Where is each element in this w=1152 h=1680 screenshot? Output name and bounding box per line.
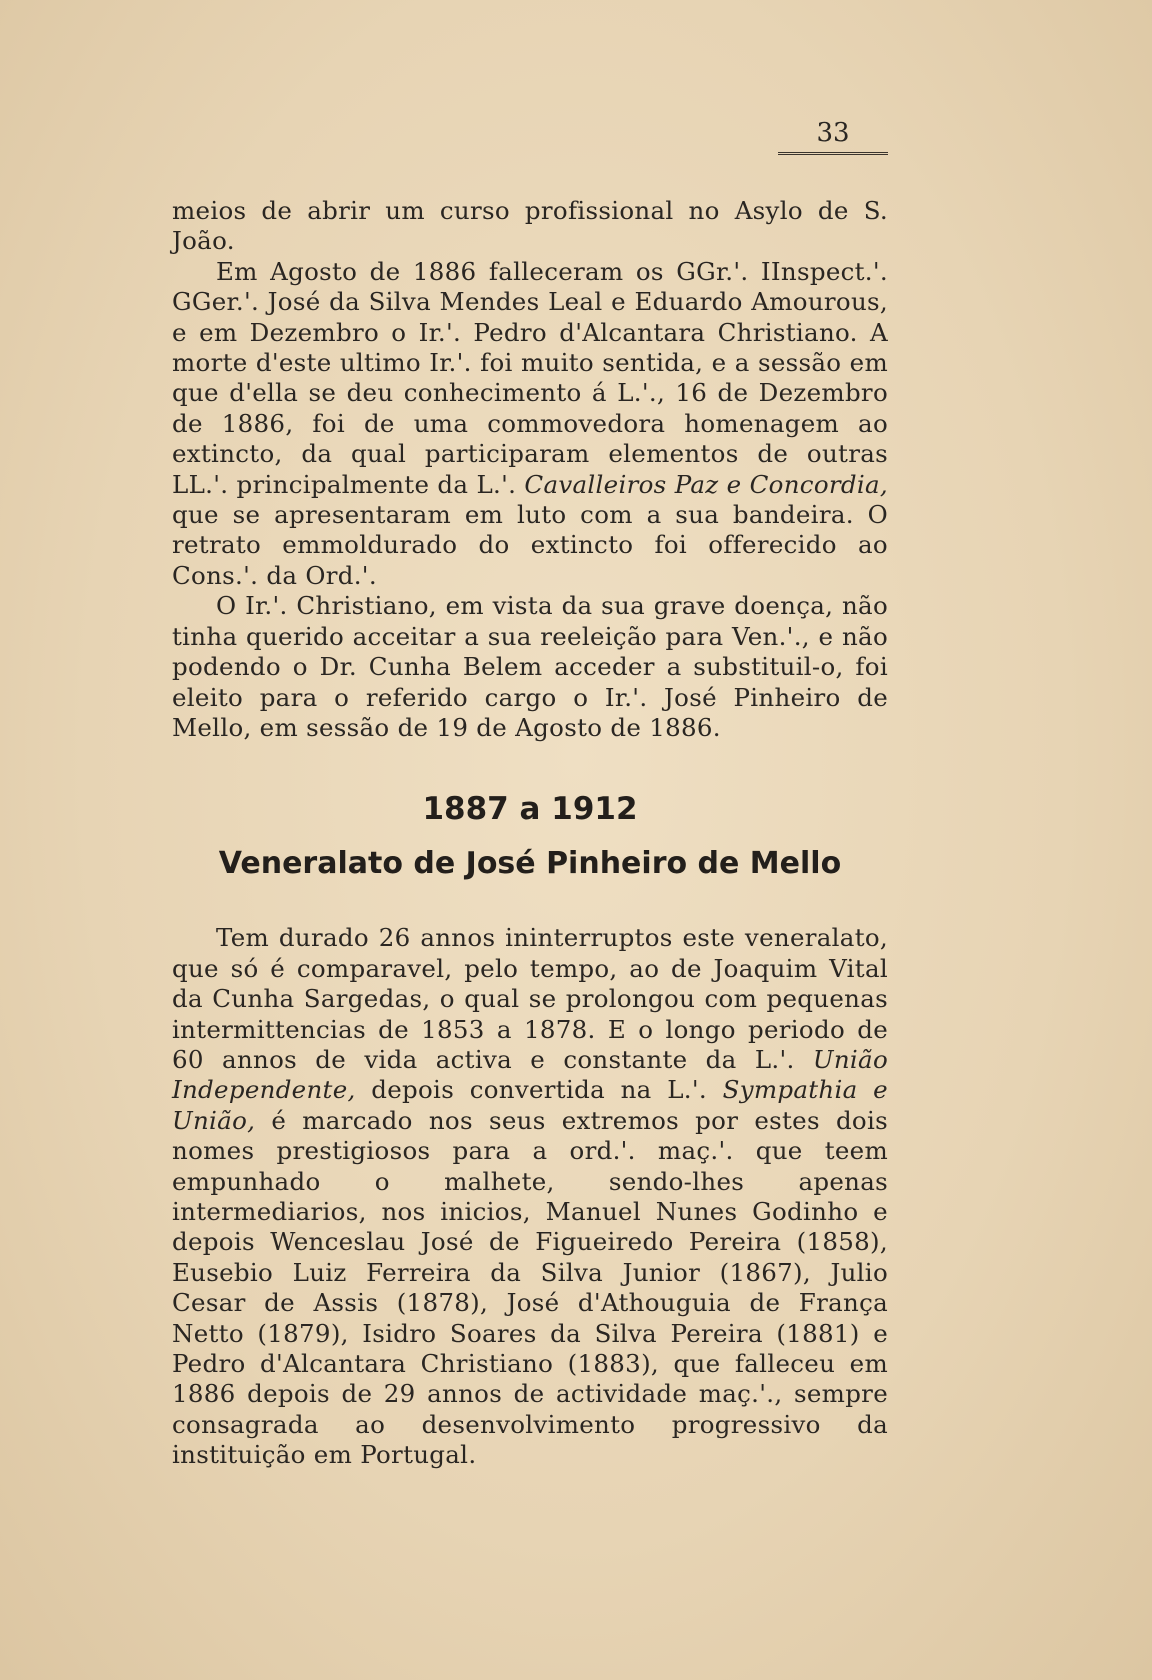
text-column: [172, 196, 888, 1471]
paragraph-1: [172, 196, 888, 257]
paragraph-text: meios de abrir um curso profissional no Asylo de S. João.: [172, 196, 888, 256]
paragraph-text: Em Agosto de 1886 falleceram os GGr.'. IInspect.'. GGer.'. José da Silva Mendes Leal e Eduardo Amourous, e em Dezembro o Ir.'. Pedro d'Alcantara Christiano. A morte d'este ultimo Ir.'. foi muito sentida, e a sessão em que d'ella se deu conhecimento á L.'., 16 de Dezembro de 1886, foi de uma commovedora homenagem ao extincto, da qual participaram elementos de outras LL.'. principalmente da L.'.: [172, 256, 888, 499]
paragraph-4: [172, 923, 888, 1470]
lodge-name-italic: União Independente,: [172, 1044, 888, 1105]
lodge-name-italic: Cavalleiros Paz e Concordia,: [524, 469, 888, 499]
section-title-heading: Veneralato de José Pinheiro de Mello: [218, 846, 842, 882]
paragraph-2: [172, 257, 888, 591]
paragraph-text: Tem durado 26 annos ininterruptos este veneralato, que só é comparavel, pelo tempo, ao de Joaquim Vital da Cunha Sargedas, o qual se prolongou com pequenas intermittencias de 1853 a 1878. E o longo periodo de 60 annos de vida activa e constante da L.'.: [172, 923, 888, 1074]
paragraph-text: depois convertida na L.'.: [355, 1075, 723, 1105]
paragraph-text: é marcado nos seus extremos por estes dois nomes prestigiosos para a ord.'. maç.'. que teem empunhado o malhete, sendo-lhes apenas intermediarios, nos inicios, Manuel Nunes Godinho e depois Wenceslau José de Figueiredo Pereira (1858), Eusebio Luiz Ferreira da Silva Junior (1867), Julio Cesar de Assis (1878), José d'Athouguia de França Netto (1879), Isidro Soares da Silva Pereira (1881) e Pedro d'Alcantara Christiano (1883), que falleceu em 1886 depois de 29 annos de actividade maç.'., sempre consagrada ao desenvolvimento progressivo da instituição em Portugal.: [172, 1105, 888, 1470]
paragraph-text: O Ir.'. Christiano, em vista da sua grave doença, não tinha querido acceitar a sua reeleição para Ven.'., e não podendo o Dr. Cunha Belem acceder a substituil-o, foi eleito para o referido cargo o Ir.'. José Pinheiro de Mello, em sessão de 19 de Agosto de 1886.: [172, 591, 888, 742]
page-number: 33: [778, 120, 888, 155]
section-years-heading: 1887 a 1912: [422, 791, 638, 828]
paragraph-3: [172, 591, 888, 743]
paragraph-text: que se apresentaram em luto com a sua bandeira. O retrato emmoldurado do extincto foi offerecido ao Cons.'. da Ord.'.: [172, 500, 888, 590]
lodge-name-italic: Sympathia e União,: [172, 1075, 888, 1135]
